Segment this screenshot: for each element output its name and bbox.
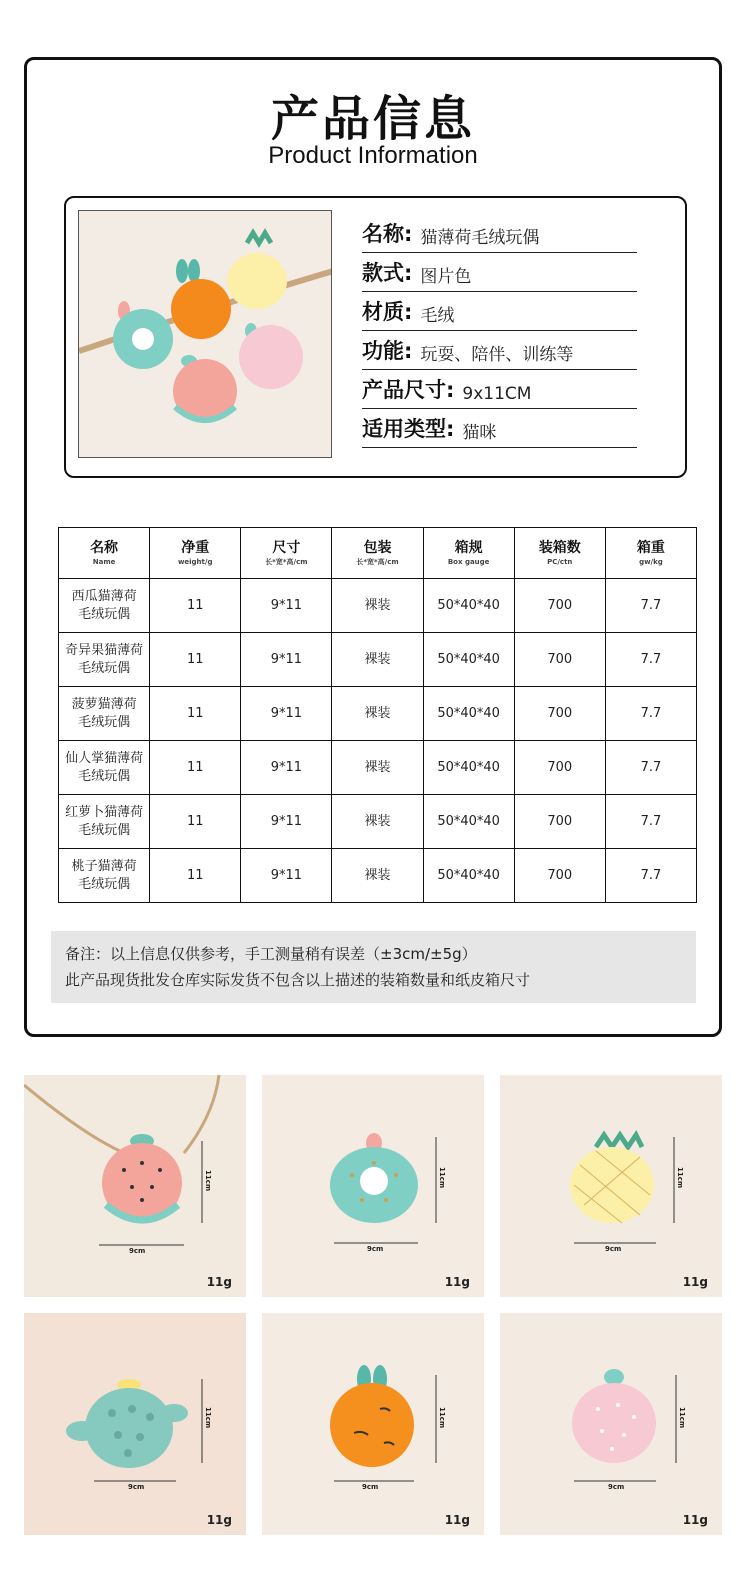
table-row <box>59 849 697 903</box>
height-label: 11cm <box>438 1407 446 1429</box>
cell-pack: 裸装 <box>332 579 423 633</box>
page-title: 产品信息 <box>270 91 475 147</box>
spec-key: 款式: <box>362 261 413 285</box>
width-label: 9cm <box>367 1245 384 1253</box>
cell-box: 50*40*40 <box>423 687 514 741</box>
table-row <box>59 579 697 633</box>
disclaimer-note <box>51 931 696 1003</box>
spec-list <box>362 214 637 448</box>
table-header: 包装 长*宽*高/cm <box>332 528 423 579</box>
weight-label: 11g <box>682 1513 708 1527</box>
cell-pack: 裸装 <box>332 849 423 903</box>
cell-size: 9*11 <box>241 741 332 795</box>
cell-weight: 11 <box>150 741 241 795</box>
cell-qty: 700 <box>514 849 605 903</box>
cell-pack: 裸装 <box>332 633 423 687</box>
table-row <box>59 633 697 687</box>
cell-size: 9*11 <box>241 579 332 633</box>
cell-qty: 700 <box>514 633 605 687</box>
cactus-plush-image <box>24 1313 246 1535</box>
kiwi-plush-image <box>262 1075 484 1297</box>
cell-name: 菠萝猫薄荷 毛绒玩偶 <box>59 687 150 741</box>
width-label: 9cm <box>608 1483 625 1491</box>
spec-row-target <box>362 409 637 448</box>
table-header-row <box>59 528 697 579</box>
table-header: 箱重 gw/kg <box>605 528 696 579</box>
weight-label: 11g <box>206 1275 232 1289</box>
cell-gw: 7.7 <box>605 741 696 795</box>
carrot-plush-image <box>262 1313 484 1535</box>
packing-spec-table <box>58 527 697 903</box>
cell-qty: 700 <box>514 579 605 633</box>
spec-value: 猫咪 <box>462 423 497 443</box>
spec-key: 功能: <box>362 339 413 363</box>
cell-size: 9*11 <box>241 849 332 903</box>
watermelon-plush-image <box>24 1075 246 1297</box>
spec-value: 毛绒 <box>420 306 455 326</box>
spec-value: 猫薄荷毛绒玩偶 <box>420 228 540 248</box>
width-label: 9cm <box>605 1245 622 1253</box>
product-group-photo <box>78 210 332 458</box>
gallery-tile-kiwi <box>262 1075 484 1297</box>
table-row <box>59 687 697 741</box>
cell-gw: 7.7 <box>605 579 696 633</box>
cell-pack: 裸装 <box>332 795 423 849</box>
note-line-1: 备注：以上信息仅供参考，手工测量稍有误差（±3cm/±5g） <box>65 945 477 963</box>
cell-weight: 11 <box>150 687 241 741</box>
weight-label: 11g <box>444 1513 470 1527</box>
table-header: 装箱数 PC/ctn <box>514 528 605 579</box>
weight-label: 11g <box>682 1275 708 1289</box>
table-header: 尺寸 长*宽*高/cm <box>241 528 332 579</box>
cell-name: 红萝卜猫薄荷 毛绒玩偶 <box>59 795 150 849</box>
table-header: 箱规 Box gauge <box>423 528 514 579</box>
table-header: 净重 weight/g <box>150 528 241 579</box>
cell-qty: 700 <box>514 687 605 741</box>
product-gallery <box>24 1075 722 1535</box>
spec-row-size <box>362 370 637 409</box>
cell-name: 西瓜猫薄荷 毛绒玩偶 <box>59 579 150 633</box>
spec-key: 材质: <box>362 300 413 324</box>
gallery-tile-cactus <box>24 1313 246 1535</box>
gallery-tile-carrot <box>262 1313 484 1535</box>
cell-gw: 7.7 <box>605 633 696 687</box>
height-label: 11cm <box>204 1170 212 1192</box>
cell-qty: 700 <box>514 795 605 849</box>
product-summary-box <box>64 196 687 478</box>
cell-name: 桃子猫薄荷 毛绒玩偶 <box>59 849 150 903</box>
cell-weight: 11 <box>150 849 241 903</box>
cell-name: 仙人掌猫薄荷 毛绒玩偶 <box>59 741 150 795</box>
cell-size: 9*11 <box>241 633 332 687</box>
height-label: 11cm <box>676 1167 684 1189</box>
cell-box: 50*40*40 <box>423 633 514 687</box>
note-line-2: 此产品现货批发仓库实际发货不包含以上描述的装箱数量和纸皮箱尺寸 <box>65 971 531 989</box>
cell-pack: 裸装 <box>332 687 423 741</box>
page-subtitle: Product Information <box>268 142 478 169</box>
gallery-tile-peach <box>500 1313 722 1535</box>
peach-plush-image <box>500 1313 722 1535</box>
cell-weight: 11 <box>150 579 241 633</box>
height-label: 11cm <box>678 1407 686 1429</box>
weight-label: 11g <box>444 1275 470 1289</box>
cell-size: 9*11 <box>241 795 332 849</box>
cell-box: 50*40*40 <box>423 579 514 633</box>
cell-pack: 裸装 <box>332 741 423 795</box>
spec-key: 适用类型: <box>362 417 455 441</box>
width-label: 9cm <box>128 1483 145 1491</box>
width-label: 9cm <box>362 1483 379 1491</box>
table-row <box>59 795 697 849</box>
height-label: 11cm <box>438 1167 446 1189</box>
width-label: 9cm <box>129 1247 146 1255</box>
cell-weight: 11 <box>150 795 241 849</box>
table-header: 名称 Name <box>59 528 150 579</box>
height-label: 11cm <box>204 1407 212 1429</box>
cell-gw: 7.7 <box>605 687 696 741</box>
weight-label: 11g <box>206 1513 232 1527</box>
spec-key: 名称: <box>362 222 413 246</box>
spec-row-name <box>362 214 637 253</box>
cell-box: 50*40*40 <box>423 741 514 795</box>
gallery-tile-pineapple <box>500 1075 722 1297</box>
cell-weight: 11 <box>150 633 241 687</box>
pineapple-plush-image <box>500 1075 722 1297</box>
gallery-tile-watermelon <box>24 1075 246 1297</box>
spec-row-material <box>362 292 637 331</box>
spec-row-style <box>362 253 637 292</box>
cell-name: 奇异果猫薄荷 毛绒玩偶 <box>59 633 150 687</box>
cell-box: 50*40*40 <box>423 849 514 903</box>
cell-qty: 700 <box>514 741 605 795</box>
product-info-card <box>24 57 722 1037</box>
spec-value: 9x11CM <box>462 384 532 404</box>
cell-box: 50*40*40 <box>423 795 514 849</box>
spec-row-function <box>362 331 637 370</box>
cell-gw: 7.7 <box>605 795 696 849</box>
spec-value: 图片色 <box>420 267 472 287</box>
cell-size: 9*11 <box>241 687 332 741</box>
spec-value: 玩耍、陪伴、训练等 <box>420 345 574 365</box>
table-row <box>59 741 697 795</box>
cell-gw: 7.7 <box>605 849 696 903</box>
spec-key: 产品尺寸: <box>362 378 455 402</box>
